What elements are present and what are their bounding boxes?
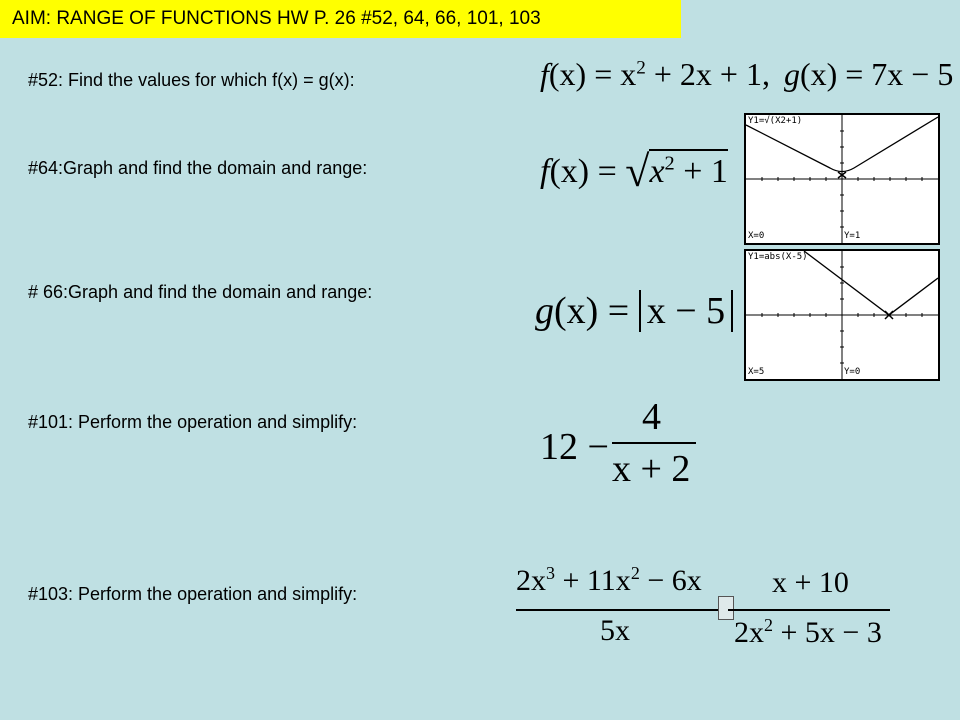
numerator: 4 [642,396,661,438]
problem-101-fraction [612,398,696,494]
problem-101-prompt: #101: Perform the operation and simplify: [28,412,358,432]
g-lhs: (x) = [554,290,639,332]
problem-52-prompt: #52: Find the values for which f(x) = g(x): [28,70,355,90]
graph-sqrt [746,115,938,243]
denominator: x + 2 [612,448,691,490]
g-symbol: g [535,290,554,332]
right-denominator: $2x^2 + 5x - 3$ [734,615,882,649]
exponent: 2 [636,57,646,79]
problem-103-prompt: #103: Perform the operation and simplify: [28,584,358,604]
calculator-x-readout: X=5 [748,367,765,377]
problem-103-right-fraction [728,568,892,652]
calculator-equation: Y1=abs(X-5) [748,252,808,262]
problem-66-equation [535,292,733,330]
problem-66-prompt: # 66:Graph and find the domain and range: [28,282,373,302]
sqrt-icon: √ [625,147,650,196]
f-expression: (x) = x [548,56,637,92]
exponent: 2 [664,152,675,175]
calculator-screen-sqrt [744,113,940,245]
radicand-rest: + 1 [674,153,728,190]
problem-103-left-fraction [516,563,724,650]
problem-64-prompt: #64:Graph and find the domain and range: [28,158,368,178]
fraction-bar [612,442,696,444]
calculator-y-readout: Y=0 [844,367,861,377]
f-expression-rest: + 2x + 1, [645,56,770,92]
calculator-screen-abs [744,249,940,381]
g-expression: (x) = 7x − 5 [799,56,954,92]
calculator-equation: Y1=√(X2+1) [748,116,803,126]
abs-content: x − 5 [646,290,726,332]
problem-64-equation [540,147,728,196]
radicand [649,149,727,190]
f-lhs: (x) = [549,153,626,190]
left-denominator: 5x [600,614,630,647]
radicand-var: x [649,153,665,190]
calculator-y-readout: Y=1 [844,231,861,241]
problem-52-equation [540,58,953,90]
f-symbol: f [540,153,550,190]
f-symbol: f [540,56,549,92]
title-bar [0,0,681,38]
fraction-bar [516,609,724,611]
calculator-x-readout: X=0 [748,231,765,241]
page-title: AIM: RANGE OF FUNCTIONS HW P. 26 #52, 64, 66, 101, 103 [12,8,541,29]
left-numerator: $2x^3 + 11x^2 - 6x$ [516,563,702,597]
graph-abs [746,251,938,379]
problem-101-whole: 12 − [540,426,609,468]
g-symbol: g [783,56,800,92]
fraction-bar [728,609,890,611]
absolute-value [639,290,733,332]
right-numerator: x + 10 [772,566,849,599]
